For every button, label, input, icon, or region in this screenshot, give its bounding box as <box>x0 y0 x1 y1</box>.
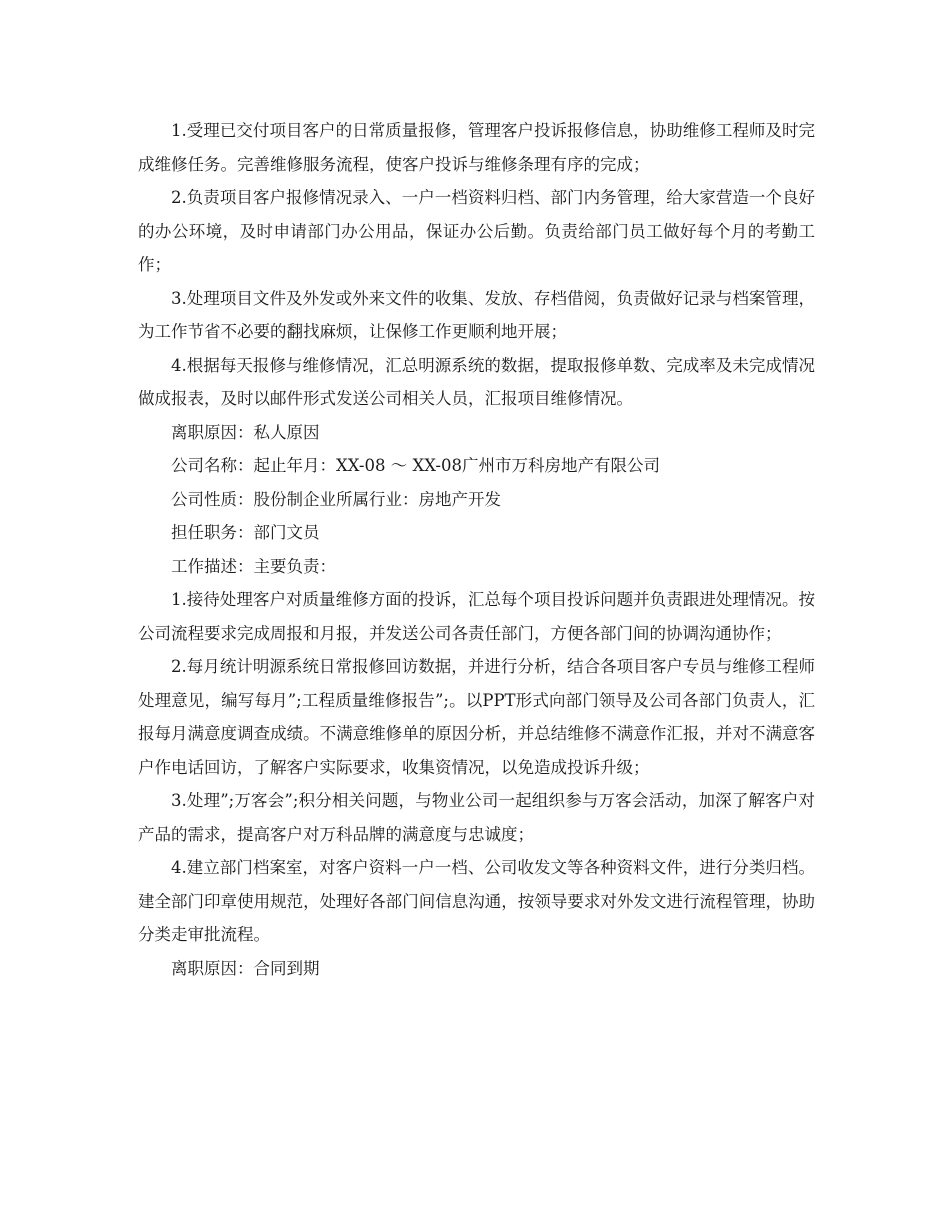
document-body <box>138 114 815 985</box>
leave-reason-2: 离职原因：合同到期 <box>171 958 320 978</box>
position-line: 担任职务：部门文员 <box>171 523 320 542</box>
duty-item-4: 4.根据每天报修与维修情况，汇总明源系统的数据，提取报修单数、完成率及未完成情况做成报表，及时以邮件形式发送公司相关人员，汇报项目维修情况。 <box>138 355 815 408</box>
leave-reason: 离职原因：私人原因 <box>171 422 320 442</box>
job-item-4: 4.建立部门档案室，对客户资料一户一档、公司收发文等各种资料文件，进行分类归档。建全部门印章使用规范，处理好各部门间信息沟通，按领导要求对外发文进行流程管理，协助分类走审批流程。 <box>138 858 815 944</box>
job-item-2: 2.每月统计明源系统日常报修回访数据，并进行分析，结合各项目客户专员与维修工程师处理意见，编写每月”;工程质量维修报告”;。以PPT形式向部门领导及公司各部门负责人，汇报每月满意度调查成绩。不满意维修单的原因分析，并总结维修不满意作汇报，并对不满意客户作电话回访，了解客户实际要求，收集资情况，以免造成投诉升级； <box>138 657 815 777</box>
company-type-line: 公司性质：股份制企业所属行业：房地产开发 <box>171 489 501 509</box>
duty-item-2: 2.负责项目客户报修情况录入、一户一档资料归档、部门内务管理，给大家营造一个良好的办公环境，及时申请部门办公用品，保证办公后勤。负责给部门员工做好每个月的考勤工作； <box>138 188 815 274</box>
duty-item-1: 1.受理已交付项目客户的日常质量报修，管理客户投诉报修信息，协助维修工程师及时完成维修任务。完善维修服务流程，使客户投诉与维修条理有序的完成； <box>138 121 815 174</box>
company-name-line: 公司名称：起止年月：XX-08 ～ XX-08广州市万科房地产有限公司 <box>171 456 660 475</box>
duty-item-3: 3.处理项目文件及外发或外来文件的收集、发放、存档借阅，负责做好记录与档案管理，为工作节省不必要的翻找麻烦，让保修工作更顺利地开展； <box>138 288 815 341</box>
job-item-1: 1.接待处理客户对质量维修方面的投诉，汇总每个项目投诉问题并负责跟进处理情况。按公司流程要求完成周报和月报，并发送公司各责任部门，方便各部门间的协调沟通协作； <box>138 590 815 643</box>
job-item-3: 3.处理”;万客会”;积分相关问题，与物业公司一起组织参与万客会活动，加深了解客户对产品的需求，提高客户对万科品牌的满意度与忠诚度； <box>138 791 815 844</box>
job-description-line: 工作描述：主要负责： <box>171 556 336 576</box>
